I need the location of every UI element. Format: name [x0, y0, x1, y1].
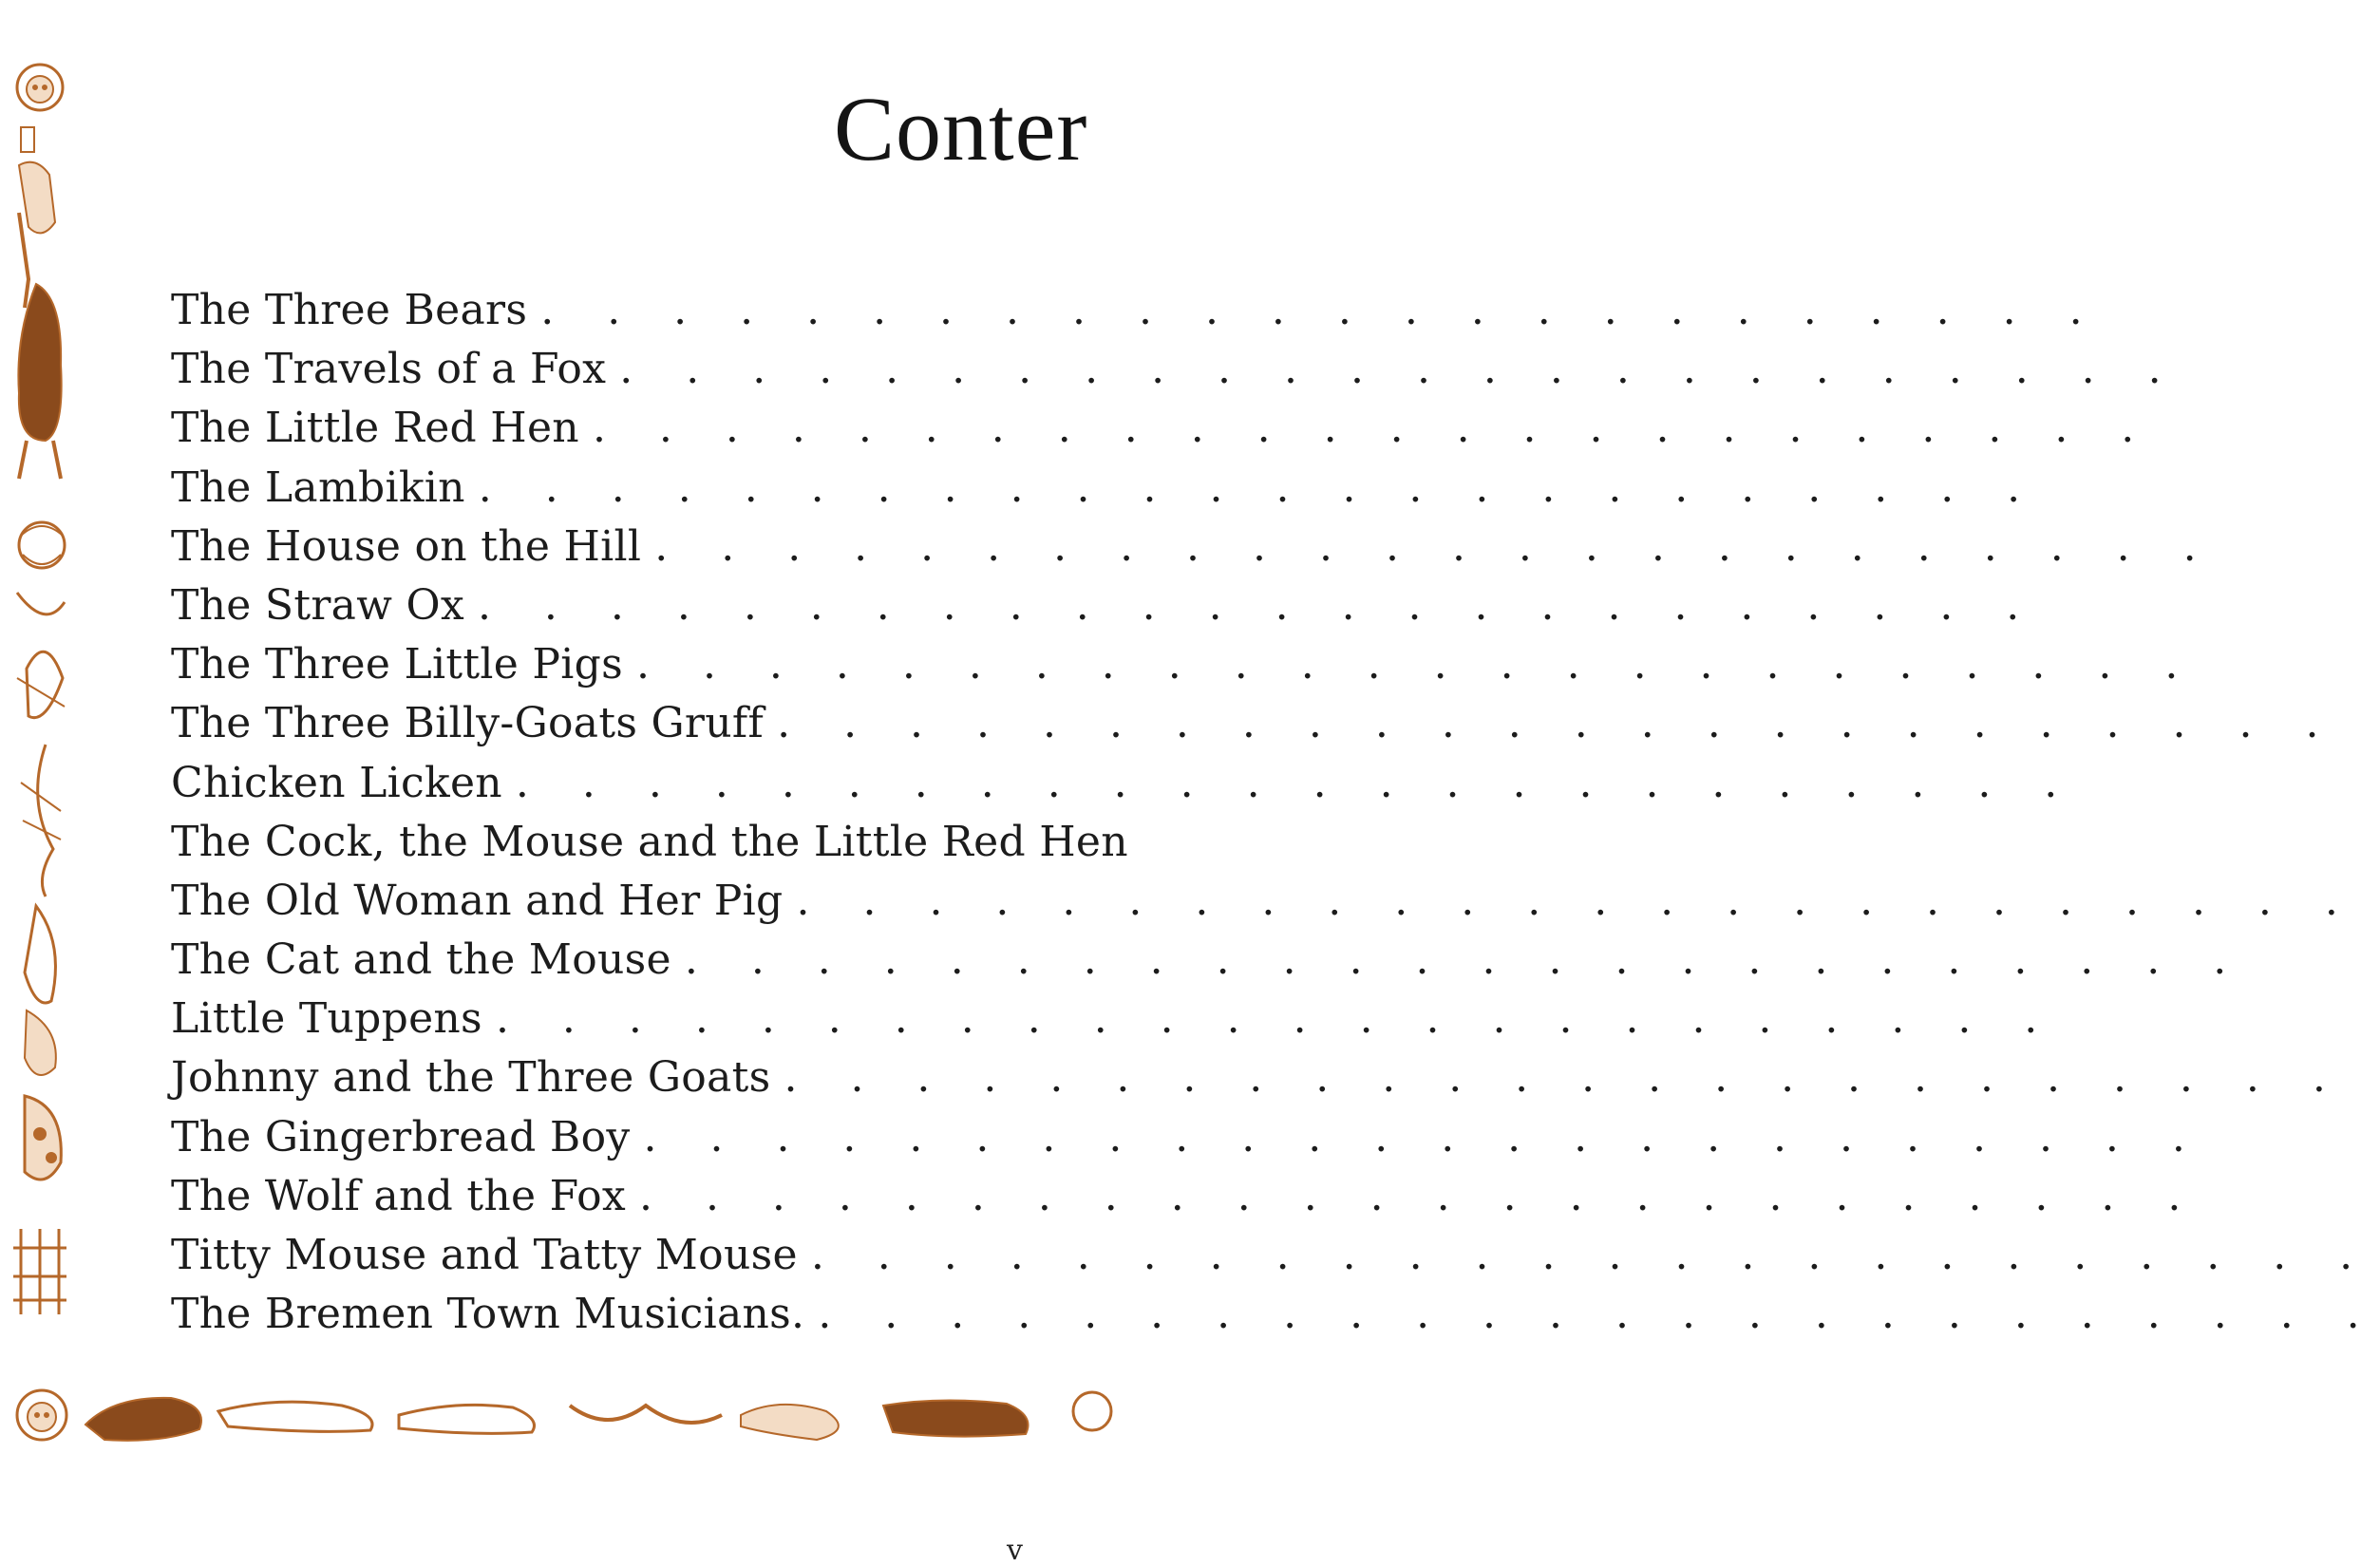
toc-entry[interactable]	[171, 635, 2199, 694]
dot-leader: . . . . . . . . . . . . . . . . . . . . . . . .	[810, 1231, 2373, 1279]
dot-leader: . . . . . . . . . . . . . . . . . . . . . . . .	[592, 404, 2155, 453]
toc-entry-title: The Little Red Hen	[171, 404, 579, 453]
dot-leader: . . . . . . . . . . . . . . . . . . . . . . . .	[619, 345, 2182, 394]
toc-entry[interactable]	[171, 1048, 2346, 1107]
toc-entry[interactable]	[171, 872, 2358, 931]
toc-entry[interactable]	[171, 399, 2155, 458]
toc-entry-title: Little Tuppens	[171, 994, 482, 1044]
toc-entry[interactable]	[171, 459, 2041, 518]
toc-entry-title: The Wolf and the Fox	[171, 1171, 626, 1220]
dot-leader: . . . . . . . . . . . . . . . . . . . . . . . .	[643, 1112, 2205, 1161]
toc-entry[interactable]	[171, 813, 1128, 872]
toc-entry-title: The Three Billy-Goats Gruff	[171, 699, 765, 748]
dot-leader: . . . . . . . . . . . . . . . . . . . . . . . .	[540, 286, 2103, 334]
toc-entry[interactable]	[171, 281, 2103, 340]
toc-entry[interactable]	[171, 1226, 2373, 1285]
dot-leader: . . . . . . . . . . . . . . . . . . . . . . . .	[818, 1290, 2380, 1339]
toc-entry-title: The Bremen Town Musicians.	[171, 1290, 805, 1339]
decorative-border-bottom	[0, 1377, 1111, 1453]
table-of-contents	[171, 281, 2380, 1344]
page-number: v	[1007, 1534, 1023, 1567]
toc-entry-title: The House on the Hill	[171, 521, 642, 571]
toc-entry[interactable]	[171, 931, 2247, 990]
toc-entry[interactable]	[171, 990, 2058, 1048]
toc-entry-title: Titty Mouse and Tatty Mouse	[171, 1231, 798, 1279]
toc-entry-title: Chicken Licken	[171, 758, 502, 807]
toc-entry[interactable]	[171, 1285, 2380, 1344]
toc-entry-title: The Three Bears	[171, 286, 528, 334]
toc-entry-title: The Cat and the Mouse	[171, 935, 671, 985]
decorative-border-left	[8, 61, 74, 1400]
dot-leader: . . . . . . . . . . . . . . . . . . . . . . . .	[784, 1053, 2346, 1103]
toc-entry-title: The Gingerbread Boy	[171, 1112, 631, 1161]
dot-leader: . . . . . . . . . . . . . . . . . . . . . . . .	[654, 521, 2217, 571]
toc-entry[interactable]	[171, 754, 2078, 813]
toc-entry[interactable]	[171, 694, 2339, 753]
toc-entry-title: The Three Little Pigs	[171, 640, 623, 689]
dot-leader: . . . . . . . . . . . . . . . . . . . . . . . .	[796, 876, 2358, 925]
toc-entry-title: The Travels of a Fox	[171, 345, 607, 394]
dot-leader: . . . . . . . . . . . . . . . . . . . . . . . .	[777, 699, 2339, 748]
toc-entry[interactable]	[171, 576, 2040, 635]
dot-leader: . . . . . . . . . . . . . . . . . . . . . . . .	[515, 758, 2078, 807]
toc-entry-title: The Straw Ox	[171, 580, 464, 630]
toc-entry-title: Johnny and the Three Goats	[171, 1053, 771, 1103]
dot-leader: . . . . . . . . . . . . . . . . . . . . . . . .	[684, 935, 2247, 985]
toc-entry[interactable]	[171, 518, 2217, 576]
dot-leader: . . . . . . . . . . . . . . . . . . . . . . . .	[495, 994, 2058, 1044]
toc-entry[interactable]	[171, 1167, 2201, 1226]
dot-leader: . . . . . . . . . . . . . . . . . . . . . . . .	[638, 1171, 2201, 1220]
dot-leader: . . . . . . . . . . . . . . . . . . . . . . . .	[635, 640, 2199, 689]
toc-entry-title: The Old Woman and Her Pig	[171, 876, 784, 925]
toc-entry[interactable]	[171, 1108, 2205, 1167]
dot-leader: . . . . . . . . . . . . . . . . . . . . . . . .	[478, 463, 2041, 512]
toc-entry[interactable]	[171, 340, 2182, 399]
page-title: Conter	[834, 78, 1088, 179]
toc-entry-title: The Lambikin	[171, 463, 465, 512]
toc-entry-title: The Cock, the Mouse and the Little Red Hen	[171, 817, 1128, 866]
dot-leader: . . . . . . . . . . . . . . . . . . . . . . . .	[477, 580, 2040, 630]
